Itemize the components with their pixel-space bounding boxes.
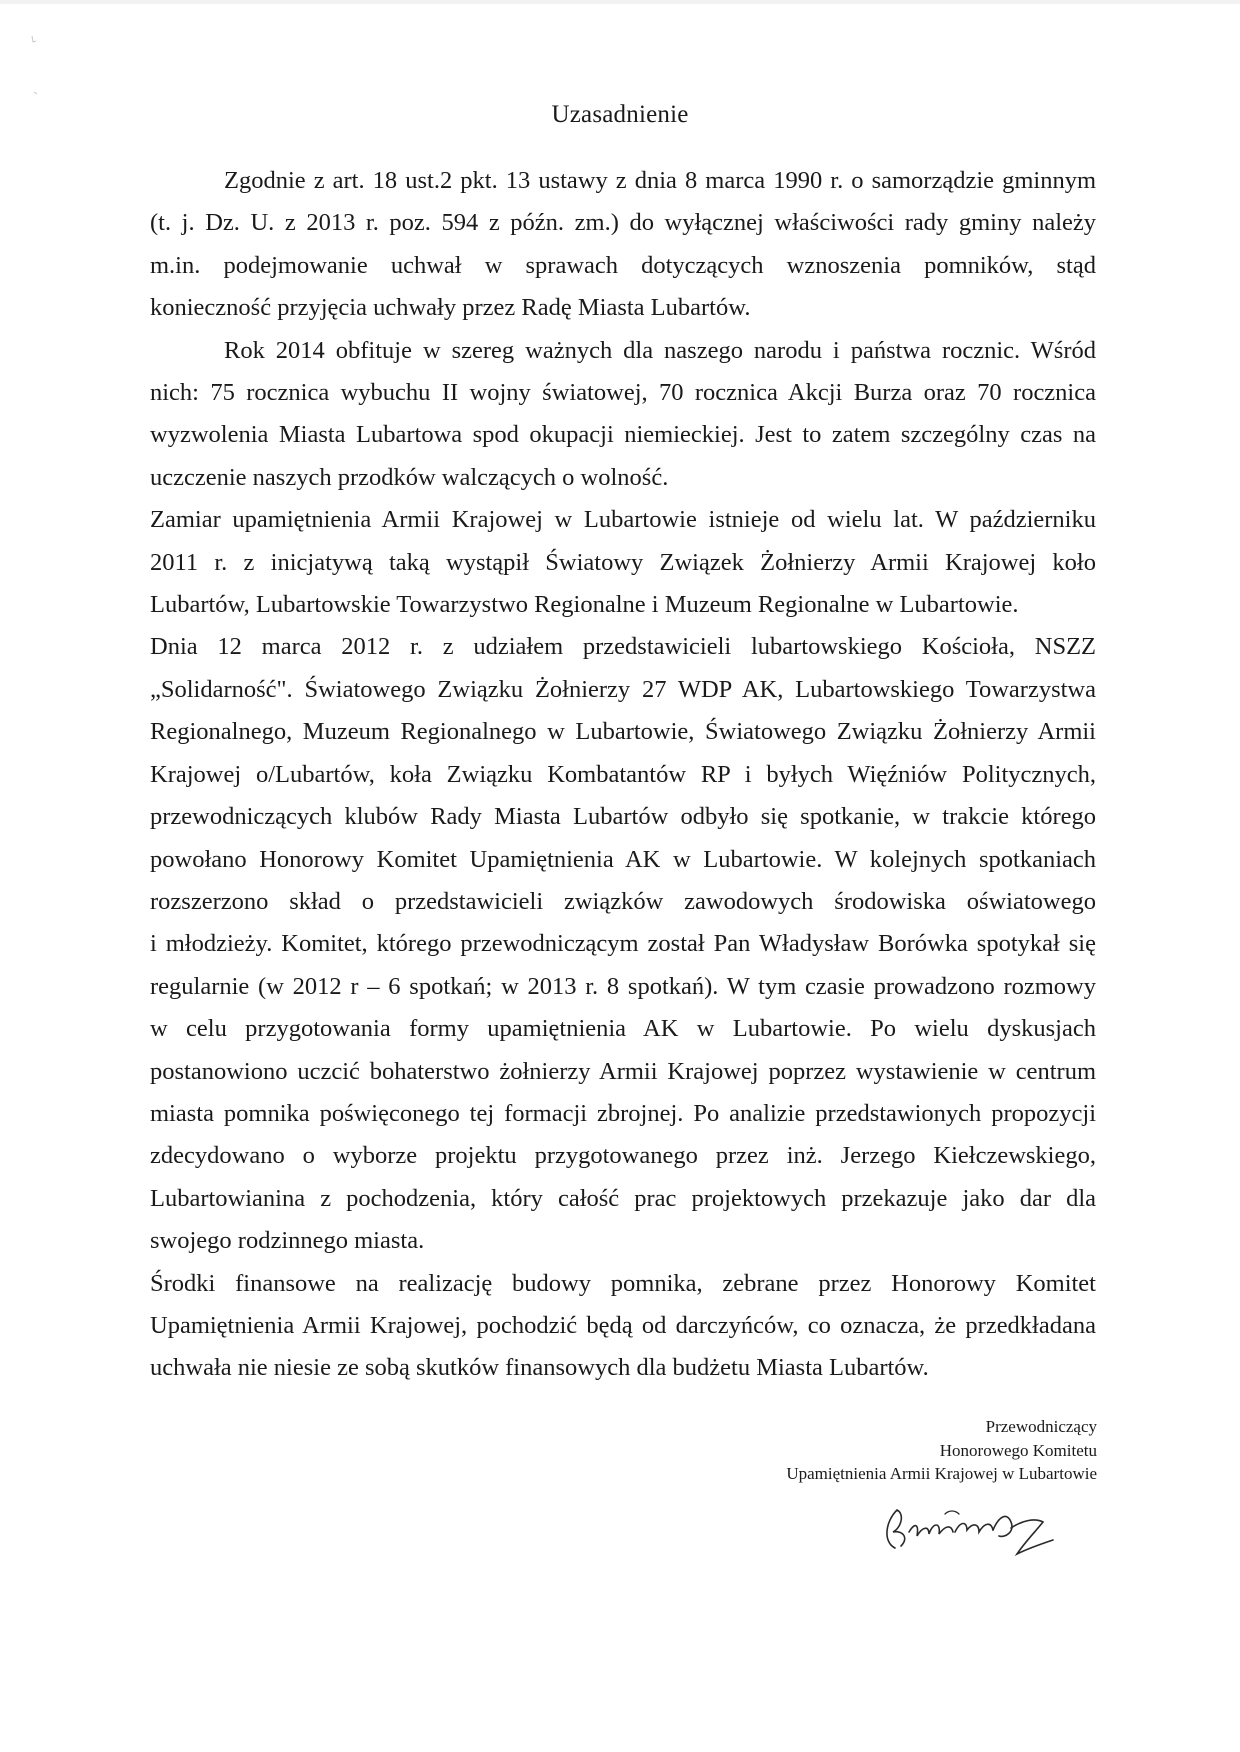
signature-block: [597, 1415, 1097, 1486]
body-line: i młodzieży. Komitet, którego przewodniczącym został Pan Władysław Borówka spotykał się: [150, 930, 1096, 958]
handwritten-signature: [875, 1492, 1075, 1562]
body-line: postanowiono uczcić bohaterstwo żołnierzy Armii Krajowej poprzez wystawienie w centrum: [150, 1057, 1096, 1085]
scan-edge: [0, 0, 1240, 4]
body-line: rozszerzono skład o przedstawicieli związków zawodowych środowiska oświatowego: [150, 887, 1096, 915]
body-line: konieczność przyjęcia uchwały przez Radę Miasta Lubartów.: [150, 294, 751, 322]
body-line: regularnie (w 2012 r – 6 spotkań; w 2013 r. 8 spotkań). W tym czasie prowadzono rozmowy: [150, 972, 1096, 1000]
body-line: m.in. podejmowanie uchwał w sprawach dotyczących wznoszenia pomników, stąd: [150, 251, 1096, 279]
body-line: zdecydowano o wyborze projektu przygotowanego przez inż. Jerzego Kiełczewskiego,: [150, 1142, 1096, 1170]
body-line: wyzwolenia Miasta Lubartowa spod okupacji niemieckiej. Jest to zatem szczególny czas na: [150, 421, 1096, 449]
signature-role: Przewodniczący: [985, 1417, 1097, 1436]
body-line: Środki finansowe na realizację budowy pomnika, zebrane przez Honorowy Komitet: [150, 1269, 1096, 1297]
body-line: uczczenie naszych przodków walczących o wolność.: [150, 463, 669, 491]
document-title: Uzasadnienie: [551, 101, 689, 128]
body-line: powołano Honorowy Komitet Upamiętnienia AK w Lubartowie. W kolejnych spotkaniach: [150, 845, 1096, 873]
body-line: Lubartów, Lubartowskie Towarzystwo Regionalne i Muzeum Regionalne w Lubartowie.: [150, 591, 1019, 619]
document-body: [150, 160, 1096, 1390]
body-line: Zgodnie z art. 18 ust.2 pkt. 13 ustawy z dnia 8 marca 1990 r. o samorządzie gminnym: [224, 167, 1096, 194]
signature-committee-full: Upamiętnienia Armii Krajowej w Lubartowie: [786, 1464, 1097, 1483]
body-line: miasta pomnika poświęconego tej formacji zbrojnej. Po analizie przedstawionych propozycji: [150, 1099, 1096, 1127]
body-line: „Solidarność". Światowego Związku Żołnierzy 27 WDP AK, Lubartowskiego Towarzystwa: [150, 675, 1096, 703]
body-line: Regionalnego, Muzeum Regionalnego w Lubartowie, Światowego Związku Żołnierzy Armii: [150, 718, 1096, 746]
body-line: w celu przygotowania formy upamiętnienia AK w Lubartowie. Po wielu dyskusjach: [150, 1015, 1096, 1043]
signature-committee: Honorowego Komitetu: [939, 1440, 1097, 1460]
scan-marks: [28, 30, 48, 110]
body-line: Dnia 12 marca 2012 r. z udziałem przedstawicieli lubartowskiego Kościoła, NSZZ: [150, 633, 1096, 661]
body-line: Zamiar upamiętnienia Armii Krajowej w Lubartowie istnieje od wielu lat. W październiku: [150, 506, 1096, 534]
body-line: 2011 r. z inicjatywą taką wystąpił Światowy Związek Żołnierzy Armii Krajowej koło: [150, 548, 1096, 576]
body-line: Upamiętnienia Armii Krajowej, pochodzić będą od darczyńców, co oznacza, że przedkładana: [150, 1311, 1096, 1339]
body-line: Rok 2014 obfituje w szereg ważnych dla naszego narodu i państwa rocznic. Wśród: [224, 336, 1096, 364]
body-line: uchwała nie niesie ze sobą skutków finansowych dla budżetu Miasta Lubartów.: [150, 1354, 929, 1382]
body-line: przewodniczących klubów Rady Miasta Lubartów odbyło się spotkanie, w trakcie którego: [150, 803, 1096, 831]
body-line: nich: 75 rocznica wybuchu II wojny światowej, 70 rocznica Akcji Burza oraz 70 rocznica: [150, 379, 1096, 407]
body-line: Lubartowianina z pochodzenia, który całość prac projektowych przekazuje jako dar dla: [150, 1184, 1096, 1212]
body-line: swojego rodzinnego miasta.: [150, 1227, 425, 1255]
body-line: (t. j. Dz. U. z 2013 r. poz. 594 z późn. zm.) do wyłącznej właściwości rady gminy należy: [150, 209, 1096, 237]
body-line: Krajowej o/Lubartów, koła Związku Kombatantów RP i byłych Więźniów Politycznych,: [150, 760, 1096, 788]
